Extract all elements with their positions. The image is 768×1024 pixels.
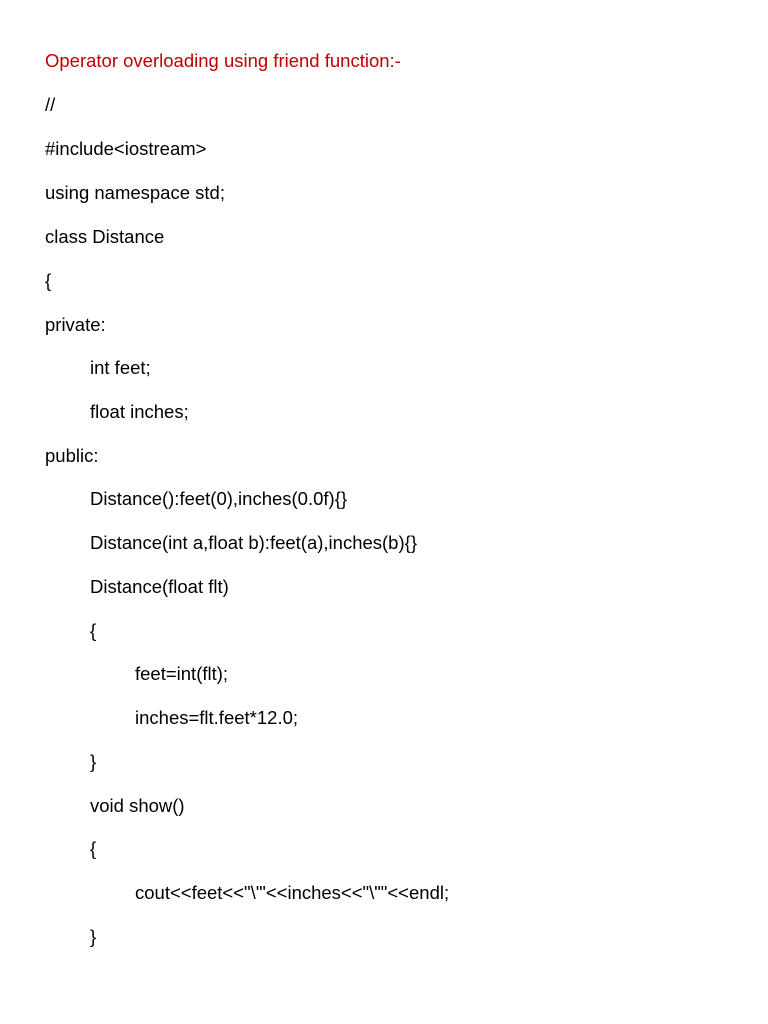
code-line: Distance():feet(0),inches(0.0f){} [90, 488, 348, 509]
code-line: class Distance [45, 226, 165, 247]
code-line: void show() [90, 795, 185, 816]
code-line: inches=flt.feet*12.0; [135, 707, 299, 728]
code-line: Distance(int a,float b):feet(a),inches(b){} [90, 532, 417, 553]
code-line: { [90, 838, 97, 859]
code-line: // [45, 94, 56, 115]
code-line: Distance(float flt) [90, 576, 229, 597]
code-line: int feet; [90, 357, 151, 378]
code-line: { [90, 620, 97, 641]
code-line: } [90, 926, 97, 947]
code-line: float inches; [90, 401, 189, 422]
code-line: using namespace std; [45, 182, 225, 203]
code-line: public: [45, 445, 99, 466]
code-line: feet=int(flt); [135, 663, 229, 684]
code-line: #include<iostream> [45, 138, 207, 159]
code-line: { [45, 270, 52, 291]
code-line: } [90, 751, 97, 772]
page-heading: Operator overloading using friend function:- [45, 50, 401, 71]
code-line: private: [45, 314, 106, 335]
code-line: cout<<feet<<"\'"<<inches<<"\""<<endl; [135, 882, 450, 903]
